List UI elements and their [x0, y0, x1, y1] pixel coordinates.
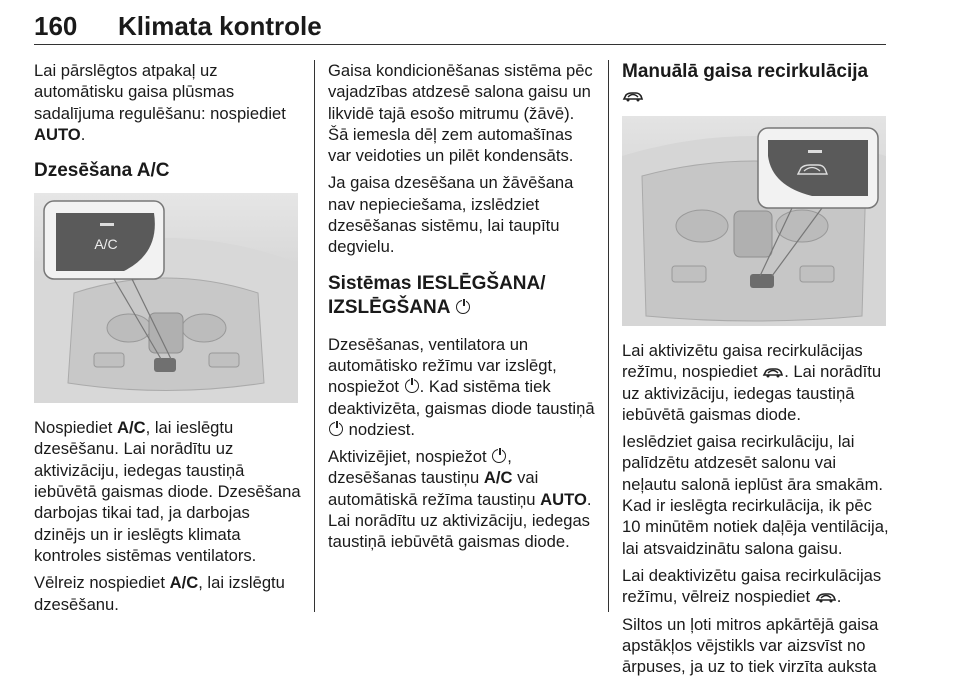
- power-icon: [329, 422, 343, 436]
- intro-paragraph: Lai pārslēgtos atpakaļ uz automātisku gaisa plūsmas sadalījuma regulēšanu: nospiediet AUTO.: [34, 61, 286, 144]
- paragraph: Lai deaktivizētu gaisa recirkulācijas režīmu, vēlreiz nospiediet .: [622, 565, 882, 607]
- paragraph: Siltos un ļoti mitros apkārtējā gaisa apstākļos vējstikls var aizsvīst no ārpuses, ja uz to tiek virzīta auksta: [622, 614, 879, 677]
- section-heading-ac: Dzesēšana A/C: [34, 160, 170, 182]
- paragraph: Gaisa kondicionēšanas sistēma pēc vajadzības atdzesē salona gaisu un likvidē tajā esošo mitrumu (žāvē). Šā iemesla dēļ zem automašīnas var veidoties un pilēt kondensāts.: [328, 61, 593, 166]
- paragraph: Aktivizējiet, nospiežot , dzesēšanas taustiņu A/C vai automātiskā režīma taustiņu AUTO. Lai norādītu uz aktivizāciju, iedegas taustiņā iebūvētā gaismas diode.: [328, 447, 592, 552]
- column-divider: [608, 60, 609, 612]
- column-3: [622, 60, 890, 677]
- paragraph: Dzesēšanas, ventilatora un automātisko režīmu var izslēgt, nospiežot . Kad sistēma tiek deaktivizēta, gaismas diode taustiņā nodziest.: [328, 334, 595, 439]
- power-icon: [492, 449, 506, 463]
- section-heading-recirculation: Manuālā gaisa recirkulācija: [622, 60, 890, 108]
- recirculation-icon: [622, 85, 644, 97]
- paragraph: Nospiediet A/C, lai ieslēgtu dzesēšanu. Lai norādītu uz aktivizāciju, iedegas taustiņā iebūvētā gaismas diode. Dzesēšana darbojas tikai tad, ja darbojas dzinējs un ir ieslēgts klimata kontroles sistēmas ventilators.: [34, 418, 301, 565]
- paragraph: Vēlreiz nospiediet A/C, lai izslēgtu dzesēšanu.: [34, 573, 285, 614]
- page-number: 160: [34, 11, 78, 41]
- column-1: [34, 60, 302, 615]
- section-heading-on-off: Sistēmas IESLĒGŠANA/ IZSLĒGŠANA: [328, 272, 546, 318]
- ac-button-illustration: [34, 193, 298, 403]
- chapter-title: Klimata kontrole: [118, 11, 322, 41]
- paragraph: Ja gaisa dzesēšana un žāvēšana nav nepieciešama, izslēdziet dzesēšanas sistēmu, lai taupītu degvielu.: [328, 173, 574, 257]
- paragraph: Ieslēdziet gaisa recirkulāciju, lai palīdzētu atdzesēt salonu vai neļautu salonā ieplūst āra smakām. Kad ir ieslēgta recirkulācija, ik pēc 10 minūtēm notiek daļēja ventilācija, lai atsvaidzinātu salona gaisu.: [622, 432, 889, 558]
- recirculation-icon: [762, 362, 784, 374]
- page-header: [34, 8, 886, 45]
- column-2: [328, 60, 596, 553]
- paragraph: Lai aktivizētu gaisa recirkulācijas režīmu, nospiediet . Lai norādītu uz aktivizāciju, iedegas taustiņā iebūvētā gaismas diode.: [622, 341, 882, 424]
- ac-button-label: A/C: [94, 236, 118, 253]
- power-icon: [405, 379, 419, 393]
- recirculation-icon: [815, 587, 837, 599]
- recirculation-button-illustration: [622, 116, 886, 326]
- power-icon: [456, 300, 470, 314]
- column-divider: [314, 60, 315, 612]
